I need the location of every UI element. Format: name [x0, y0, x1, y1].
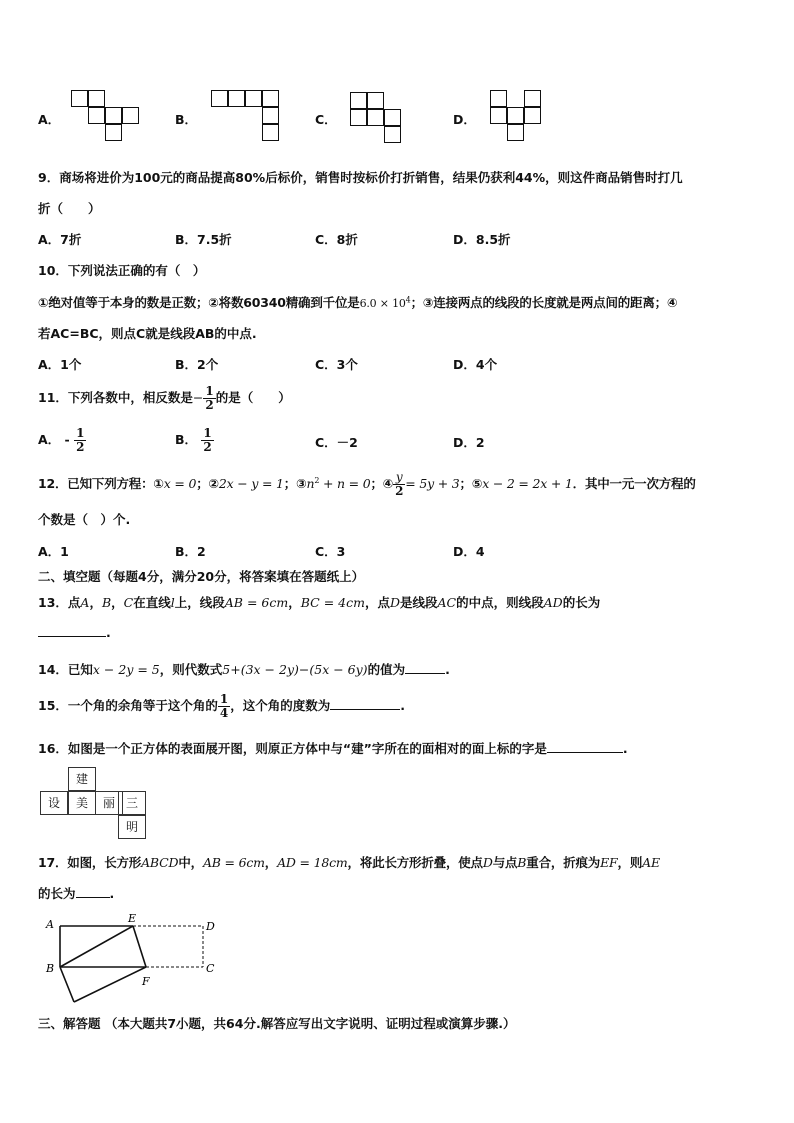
q12-line2: 个数是（ ）个.: [38, 512, 131, 527]
q11-option-d: D．2: [453, 435, 485, 450]
q17-fold-diagram: [38, 910, 228, 1010]
label-f: F: [142, 975, 150, 988]
q12-option-a: A．1: [38, 544, 69, 559]
q9-option-d: D．8.5折: [453, 232, 511, 247]
label-d: D: [206, 920, 215, 933]
q11-option-b: B． $\frac{1}{2}$: [175, 426, 212, 454]
q15-line: 15．一个角的余角等于这个角的 $\frac{1}{4}$ ，这个角的度数为 .: [38, 692, 406, 720]
q8-option-c-label: C．: [315, 112, 337, 127]
q13-line1: 13．点A，B，C在直线l上，线段AB = 6cm，BC = 4cm，点D是线段AC的中点，则线段AD的长为: [38, 595, 601, 610]
net-cell-li: 丽: [95, 791, 123, 815]
q10-line1: ①绝对值等于本身的数是正数；②将数60340精确到千位是$6.0 \times 10^4$；③连接两点的线段的长度就是两点间的距离；④: [38, 295, 678, 310]
q12-option-b: B．2: [175, 544, 206, 559]
q9-option-b: B．7.5折: [175, 232, 232, 247]
section-3-heading: 三、解答题 （本大题共7小题，共64分.解答应写出文字说明、证明过程或演算步骤.）: [38, 1016, 516, 1031]
q13-answer-blank[interactable]: [38, 624, 106, 637]
net-cell-jian: 建: [68, 767, 96, 791]
q11-option-c: C．－2: [315, 435, 358, 450]
segment-folded-bottom: [74, 967, 146, 1002]
q15-answer-blank[interactable]: [330, 697, 400, 710]
net-cell-she: 设: [40, 791, 68, 815]
section-2-heading: 二、填空题（每题4分，满分20分，将答案填在答题纸上）: [38, 569, 365, 584]
q12-line1: 12．已知下列方程：①x = 0；②2x − y = 1；$③n^2 + n = 0$；④ $\frac{y}{2}$ = 5y + 3；⑤x − 2 = 2x + 1．其中一元一次方程的: [38, 470, 696, 499]
label-b: B: [46, 962, 55, 975]
q8-option-a-label: A．: [38, 112, 61, 127]
q11-stem: 11．下列各数中，相反数是− $\frac{1}{2}$ 的是（ ）: [38, 384, 291, 412]
q17-line1: 17．如图，长方形ABCD中，AB = 6cm，AD = 18cm，将此长方形折叠，使点D与点B重合，折痕为EF，则AE: [38, 855, 660, 870]
q11-option-a: A． - $\frac{1}{2}$: [38, 426, 85, 454]
q10-option-b: B．2个: [175, 357, 219, 372]
q14-line: 14．已知x − 2y = 5，则代数式5+(3x − 2y)−(5x − 6y)的值为 .: [38, 662, 450, 677]
q16-answer-blank[interactable]: [547, 740, 623, 753]
q13-answer[interactable]: .: [38, 624, 111, 640]
q10-option-c: C．3个: [315, 357, 358, 372]
q8-option-d-label: D．: [453, 112, 476, 127]
q10-option-a: A．1个: [38, 357, 82, 372]
q10-line2: 若AC=BC，则点C就是线段AB的中点.: [38, 326, 257, 341]
q12-option-c: C．3: [315, 544, 346, 559]
q8-option-b-label: B．: [175, 112, 198, 127]
label-c: C: [206, 962, 215, 975]
net-cell-mei: 美: [68, 791, 96, 815]
segment-ef: [133, 926, 146, 967]
q10-stem: 10．下列说法正确的有（ ）: [38, 263, 206, 278]
segment-be: [60, 926, 133, 967]
q16-line: 16．如图是一个正方体的表面展开图，则原正方体中与“建”字所在的面相对的面上标的字是 .: [38, 741, 628, 756]
net-cell-ming: 明: [118, 815, 146, 839]
segment-folded-side: [60, 967, 74, 1002]
q12-option-d: D．4: [453, 544, 485, 559]
q10-option-d: D．4个: [453, 357, 498, 372]
q17-answer-blank[interactable]: [76, 885, 110, 898]
label-a: A: [46, 918, 54, 931]
net-cell-san: 三: [118, 791, 146, 815]
q9-line1: 9．商场将进价为100元的商品提高80%后标价，销售时按标价打折销售，结果仍获利44%，则这件商品销售时打几: [38, 170, 683, 185]
label-e: E: [128, 912, 137, 925]
q17-line2: 的长为 .: [38, 886, 115, 901]
q9-line2: 折（ ）: [38, 201, 101, 216]
q9-option-c: C．8折: [315, 232, 358, 247]
q14-answer-blank[interactable]: [405, 661, 445, 674]
q9-option-a: A．7折: [38, 232, 82, 247]
